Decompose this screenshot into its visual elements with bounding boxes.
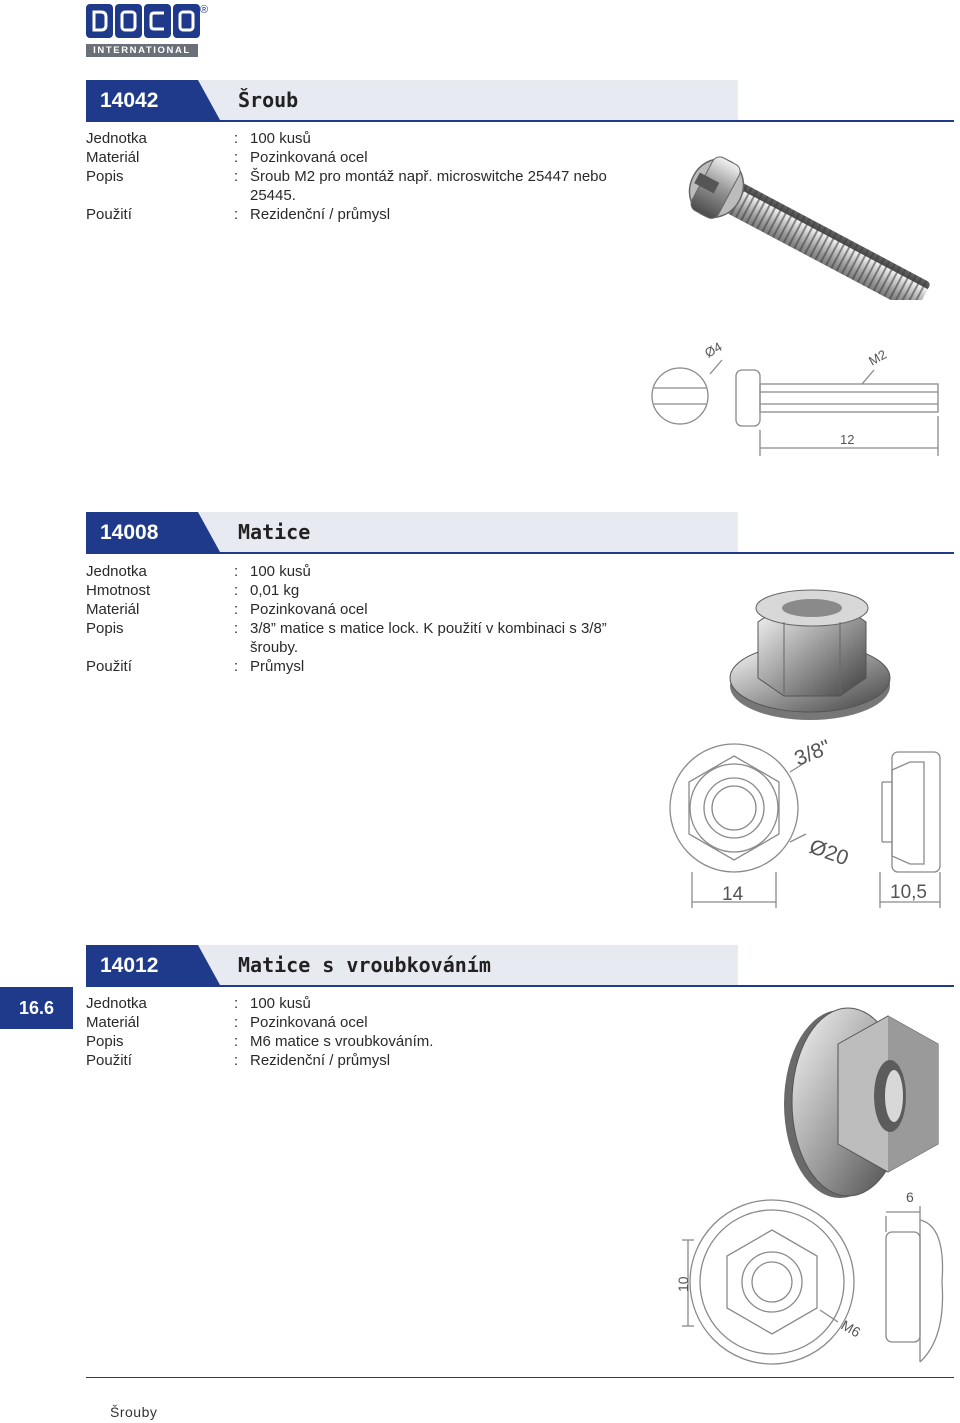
- property-value: M6 matice s vroubkováním.: [250, 1033, 434, 1050]
- property-row: Použití : Rezidenční / průmysl: [86, 1051, 646, 1070]
- diameter-label: Ø20: [806, 835, 852, 871]
- property-label: Materiál: [86, 1014, 140, 1031]
- thread-label: M2: [866, 346, 890, 369]
- property-row: Popis : M6 matice s vroubkováním.: [86, 1032, 646, 1051]
- property-row: Materiál : Pozinkovaná ocel: [86, 148, 646, 167]
- logo-subtext: INTERNATIONAL: [86, 44, 198, 57]
- section-header-14042: [86, 80, 954, 122]
- height-label: 6: [906, 1189, 914, 1205]
- property-value: 100 kusů: [250, 995, 311, 1012]
- screw-drawing: [640, 330, 950, 460]
- thread-label: 3/8": [791, 735, 834, 771]
- product-title: Matice: [238, 520, 311, 544]
- doco-logo-letters: [86, 4, 202, 40]
- property-row: Jednotka : 100 kusů: [86, 562, 646, 581]
- section-header-14008: [86, 512, 954, 554]
- property-label: Použití: [86, 658, 132, 675]
- property-row: Jednotka : 100 kusů: [86, 994, 646, 1013]
- lock-nut-photo-icon: [728, 582, 898, 724]
- doco-logo: [86, 4, 210, 56]
- product-properties: [86, 129, 646, 224]
- property-value: Pozinkovaná ocel: [250, 601, 368, 618]
- diameter-label: Ø4: [702, 338, 725, 361]
- screw-photo-icon: [680, 140, 950, 300]
- property-label: Hmotnost: [86, 582, 151, 599]
- property-value: 0,01 kg: [250, 582, 300, 599]
- property-value: 100 kusů: [250, 563, 311, 580]
- serrated-nut-drawing: [664, 1186, 950, 1370]
- product-properties: [86, 994, 646, 1070]
- property-label: Popis: [86, 620, 124, 637]
- property-value: Šroub M2 pro montáž např. microswitche 25447 nebo 25445.: [250, 168, 607, 204]
- property-label: Jednotka: [86, 995, 147, 1012]
- property-value: 100 kusů: [250, 130, 311, 147]
- header-rule: [86, 552, 954, 554]
- product-code: 14012: [100, 954, 159, 977]
- footer-rule: [86, 1377, 954, 1378]
- header-rule: [86, 985, 954, 987]
- property-row: Materiál : Pozinkovaná ocel: [86, 1013, 646, 1032]
- property-label: Jednotka: [86, 563, 147, 580]
- property-label: Použití: [86, 1052, 132, 1069]
- property-value: Pozinkovaná ocel: [250, 149, 368, 166]
- property-value: Rezidenční / průmysl: [250, 1052, 391, 1069]
- page-number-tab: 16.6: [0, 987, 73, 1029]
- product-properties: [86, 562, 646, 676]
- lock-nut-drawing: [660, 722, 950, 912]
- footer-category: Šrouby: [110, 1404, 158, 1420]
- property-label: Popis: [86, 1033, 124, 1050]
- product-code: 14008: [100, 521, 159, 544]
- property-row: Použití : Průmysl: [86, 657, 646, 676]
- property-row: Hmotnost : 0,01 kg: [86, 581, 646, 600]
- property-label: Materiál: [86, 601, 140, 618]
- height-label: 10,5: [890, 882, 927, 903]
- property-row: Použití : Rezidenční / průmysl: [86, 205, 646, 224]
- property-value: Průmysl: [250, 658, 305, 675]
- product-code: 14042: [100, 89, 159, 112]
- property-value: Rezidenční / průmysl: [250, 206, 391, 223]
- property-row: Popis : Šroub M2 pro montáž např. microswitche 25447 nebo 25445.: [86, 167, 646, 205]
- width-label: 10: [675, 1276, 691, 1292]
- header-rule: [86, 120, 954, 122]
- thread-label: M6: [838, 1316, 864, 1341]
- property-value: Pozinkovaná ocel: [250, 1014, 368, 1031]
- section-header-14012: [86, 945, 954, 987]
- property-label: Použití: [86, 206, 132, 223]
- property-label: Popis: [86, 168, 124, 185]
- property-row: Popis : 3/8” matice s matice lock. K použití v kombinaci s 3/8” šrouby.: [86, 619, 646, 657]
- property-row: Materiál : Pozinkovaná ocel: [86, 600, 646, 619]
- width-label: 14: [722, 884, 744, 905]
- registered-mark: ®: [200, 4, 209, 16]
- property-value: 3/8” matice s matice lock. K použití v kombinaci s 3/8” šrouby.: [250, 620, 607, 656]
- property-row: Jednotka : 100 kusů: [86, 129, 646, 148]
- serrated-nut-photo-icon: [778, 1004, 950, 1200]
- length-label: 12: [840, 432, 855, 447]
- property-label: Jednotka: [86, 130, 147, 147]
- product-title: Matice s vroubkováním: [238, 953, 491, 977]
- property-label: Materiál: [86, 149, 140, 166]
- product-title: Šroub: [238, 88, 299, 112]
